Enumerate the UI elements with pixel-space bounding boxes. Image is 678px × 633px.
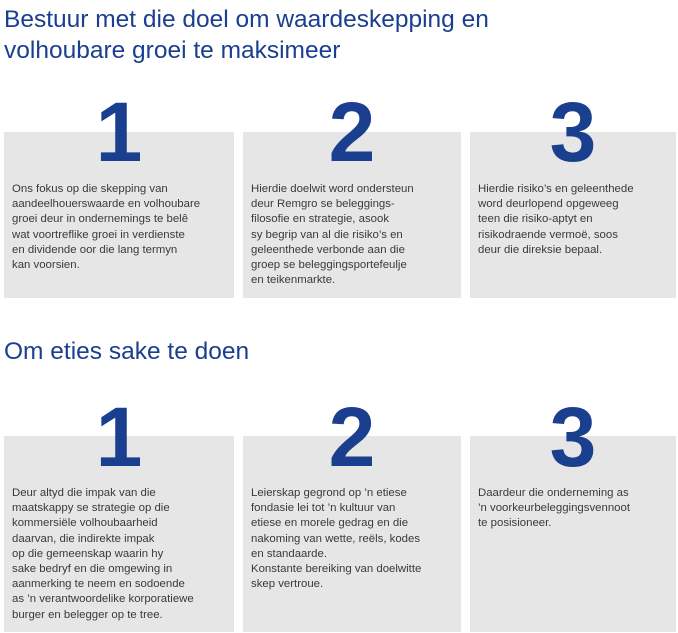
card-text: Deur altyd die impak van die maatskappy se strategie op die kommersiële volhoubaarheid daarvan, die indirekte impak op die gemeenskap waarin hy sake bedryf en die omgewing in aanmerking te neem en sodoende as ’n verantwoordelike korporatiewe burger en belegger op te tree.: [12, 487, 194, 621]
card-text: Hierdie risiko’s en geleenthede word deurlopend opgeweeg teen die risiko-aptyt en risikodraende vermoë, soos deur die direksie bepaal.: [478, 183, 634, 256]
card-text: Ons fokus op die skepping van aandeelhouerswaarde en volhoubare groei deur in ondernemings te belê wat voortreflike groei in verdienste en dividende oor die lang termyn kan voorsien.: [12, 183, 201, 272]
step-number-2: 2: [328, 390, 376, 484]
section-title-ethics: Om eties sake te doen: [4, 338, 250, 365]
card-text: Hierdie doelwit word ondersteun deur Remgro se beleggings- filosofie en strategie, asook sy begrip van al die risiko’s en geleenthede verbonde aan die groep se beleggingsportefeulje en teikenmarkte.: [251, 183, 414, 287]
step-number-1: 1: [95, 390, 143, 484]
step-number-3: 3: [549, 390, 597, 484]
step-number-1: 1: [95, 85, 143, 179]
card-text: Leierskap gegrond op ’n etiese fondasie lei tot ’n kultuur van etiese en morele gedrag en die nakoming van wette, reëls, kodes en standaarde. Konstante bereiking van doelwitte skep vertroue.: [251, 487, 422, 591]
card-text: Daardeur die onderneming as ’n voorkeurbeleggingsvennoot te posisioneer.: [478, 487, 630, 530]
section-title-governance: Bestuur met die doel om waardeskepping en volhoubare groei te maksimeer: [4, 6, 489, 64]
step-number-3: 3: [549, 85, 597, 179]
step-number-2: 2: [328, 85, 376, 179]
